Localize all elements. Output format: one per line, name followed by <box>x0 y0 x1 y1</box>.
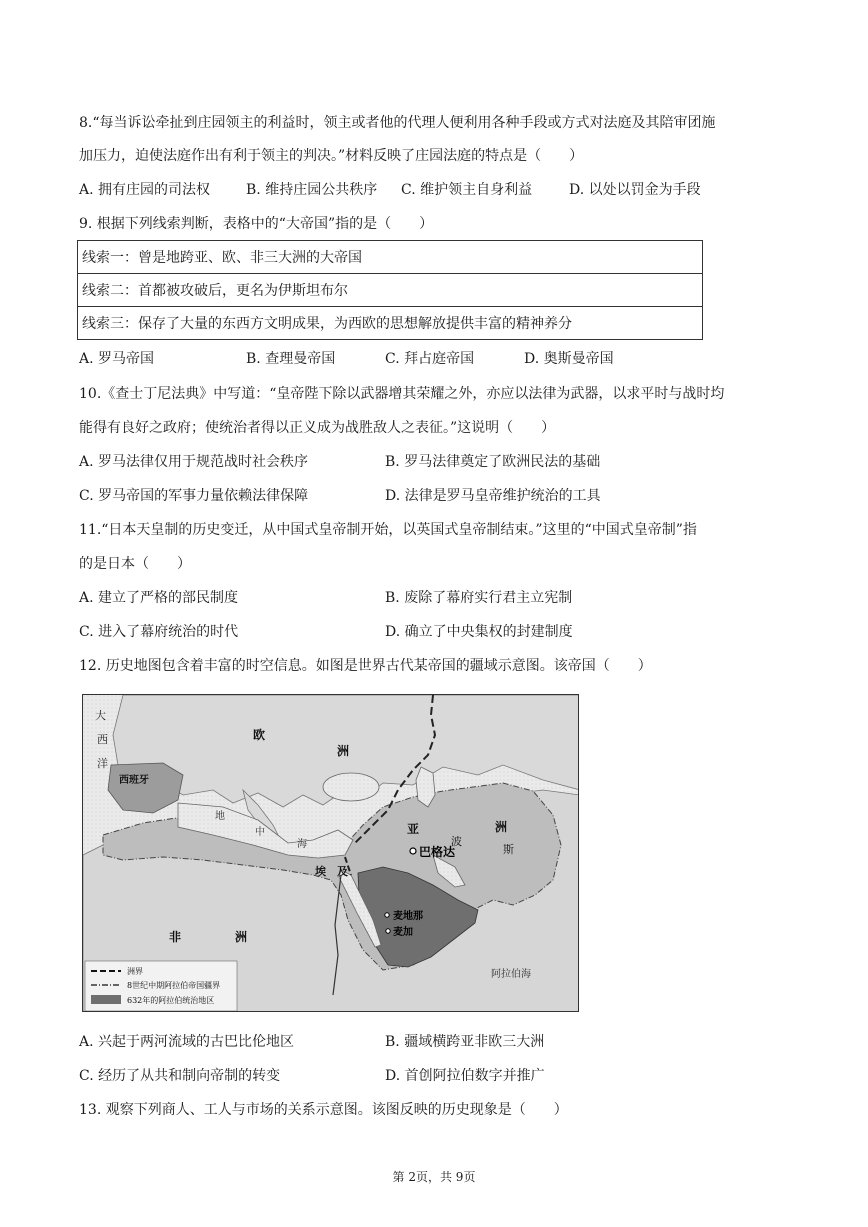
label-europe-2: 洲 <box>337 744 350 758</box>
q12-option-c: C. 经历了从共和制向帝制的转变 <box>79 1068 281 1084</box>
q8-option-a: A. 拥有庄园的司法权 <box>79 182 211 198</box>
q12-option-a: A. 兴起于两河流域的古巴比伦地区 <box>79 1034 295 1050</box>
q10-stem-line2: 能得有良好之政府；使统治者得以正义成为战胜敌人之表征。”这说明（ ） <box>79 420 556 436</box>
empire-map <box>82 694 579 1012</box>
q11-option-c: C. 进入了幕府统治的时代 <box>79 624 239 640</box>
legend-boundary-label: 8世纪中期阿拉伯帝国疆界 <box>127 981 221 990</box>
label-persia-2: 斯 <box>503 843 514 856</box>
label-arabian-sea: 阿拉伯海 <box>491 969 531 980</box>
q11-stem-line2: 的是日本（ ） <box>79 556 191 572</box>
baghdad-marker <box>410 848 416 854</box>
q12-stem: 12. 历史地图包含着丰富的时空信息。如图是世界古代某帝国的疆域示意图。该帝国（ ） <box>79 658 652 674</box>
legend-632-swatch <box>91 995 121 1004</box>
label-atlantic-1: 大 <box>95 709 106 722</box>
label-med-3: 海 <box>297 839 307 850</box>
q10-option-b: B. 罗马法律奠定了欧洲民法的基础 <box>385 454 601 470</box>
q8-option-b: B. 维持庄园公共秩序 <box>246 182 378 198</box>
q8-option-d: D. 以处以罚金为手段 <box>569 182 701 198</box>
q9-option-d: D. 奥斯曼帝国 <box>524 351 614 367</box>
q11-option-b: B. 废除了幕府实行君主立宪制 <box>385 590 573 606</box>
q8-stem-line1: 8.“每当诉讼牵扯到庄园领主的利益时，领主或者他的代理人便利用各种手段或方式对法庭及其陪审团施 <box>79 115 716 131</box>
q9-clue-3: 线索三：保存了大量的东西方文明成果，为西欧的思想解放提供丰富的精神养分 <box>78 307 703 340</box>
label-persia-1: 波 <box>451 835 462 848</box>
q11-option-a: A. 建立了严格的部民制度 <box>79 590 239 606</box>
q11-stem-line1: 11.“日本天皇制的历史变迁，从中国式皇帝制开始，以英国式皇帝制结束。”这里的“中国式皇帝制”指 <box>79 522 697 538</box>
label-asia-2: 洲 <box>495 820 508 834</box>
legend-continent-label: 洲界 <box>127 967 143 976</box>
q9-stem: 9. 根据下列线索判断，表格中的“大帝国”指的是（ ） <box>79 216 434 232</box>
black-sea <box>323 773 379 801</box>
q10-option-a: A. 罗马法律仅用于规范战时社会秩序 <box>79 454 309 470</box>
q10-stem-line1: 10.《查士丁尼法典》中写道：“皇帝陛下除以武器增其荣耀之外，亦应以法律为武器，以求平时与战时均 <box>79 386 725 402</box>
label-atlantic-3: 洋 <box>97 757 108 770</box>
page-number-footer: 第 2页，共 9页 <box>392 1170 476 1184</box>
q9-clue-2: 线索二：首都被攻破后，更名为伊斯坦布尔 <box>78 274 703 307</box>
q8-option-c: C. 维护领主自身利益 <box>401 182 533 198</box>
q13-stem: 13. 观察下列商人、工人与市场的关系示意图。该图反映的历史现象是（ ） <box>79 1102 568 1118</box>
label-africa-2: 洲 <box>235 930 248 944</box>
map-legend <box>85 961 237 1011</box>
q9-option-a: A. 罗马帝国 <box>79 351 155 367</box>
legend-632-label: 632年的阿拉伯统治地区 <box>127 996 215 1005</box>
empire-map-svg <box>83 695 579 1012</box>
label-africa-1: 非 <box>169 930 182 944</box>
medina-marker <box>385 913 389 917</box>
q8-stem-line2: 加压力，迫使法庭作出有利于领主的判决。”材料反映了庄园法庭的特点是（ ） <box>79 148 584 164</box>
q12-option-b: B. 疆域横跨亚非欧三大洲 <box>385 1034 545 1050</box>
q9-clue-table <box>77 240 703 340</box>
label-spain: 西班牙 <box>119 775 149 786</box>
q9-option-c: C. 拜占庭帝国 <box>385 351 475 367</box>
label-med-1: 地 <box>215 811 225 822</box>
label-asia-1: 亚 <box>407 822 420 836</box>
q10-option-d: D. 法律是罗马皇帝维护统治的工具 <box>385 488 601 504</box>
label-atlantic-2: 西 <box>97 733 108 746</box>
q12-option-d: D. 首创阿拉伯数字并推广 <box>385 1068 545 1084</box>
label-med-2: 中 <box>255 827 265 838</box>
label-egypt-2: 及 <box>337 865 348 878</box>
label-europe-1: 欧 <box>253 728 266 742</box>
q11-option-d: D. 确立了中央集权的封建制度 <box>385 624 573 640</box>
label-medina: 麦地那 <box>393 911 423 922</box>
label-mecca: 麦加 <box>393 927 413 938</box>
q10-option-c: C. 罗马帝国的军事力量依赖法律保障 <box>79 488 309 504</box>
q9-clue-1: 线索一：曾是地跨亚、欧、非三大洲的大帝国 <box>78 241 703 274</box>
label-baghdad: 巴格达 <box>419 845 456 859</box>
q9-option-b: B. 查理曼帝国 <box>246 351 336 367</box>
label-egypt-1: 埃 <box>315 865 326 878</box>
mecca-marker <box>386 929 390 933</box>
